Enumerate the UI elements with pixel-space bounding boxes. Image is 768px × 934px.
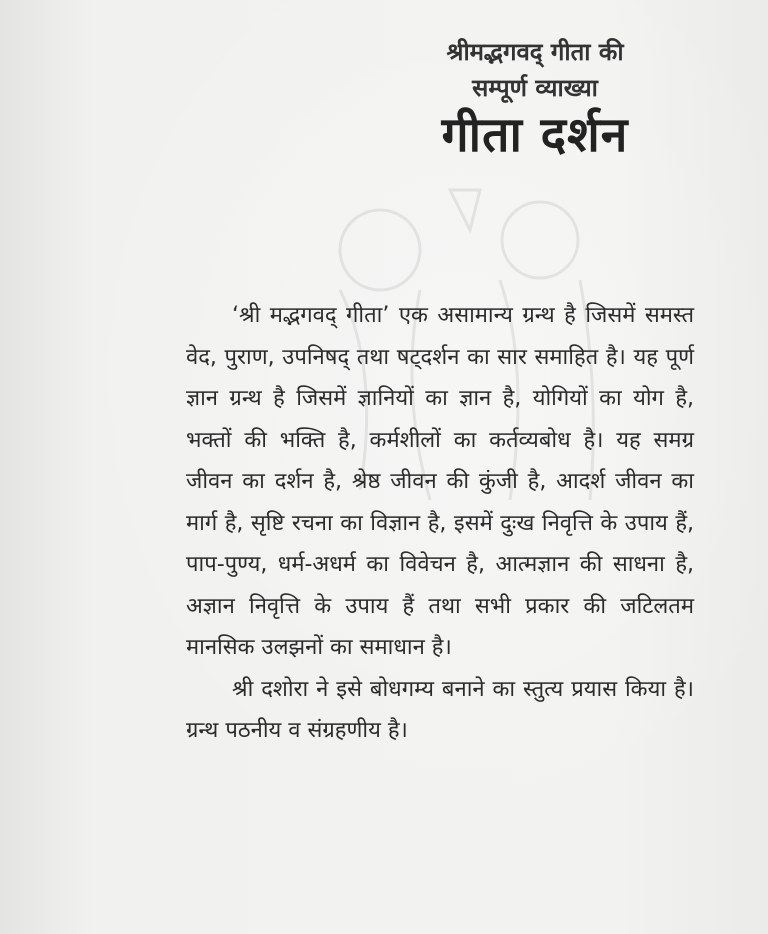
body-text [186, 295, 694, 752]
paragraph-1: ‘श्री मद्भगवद् गीता’ एक असामान्य ग्रन्थ है जिसमें समस्त वेद, पुराण, उपनिषद् तथा षट्दर्शन का सार समाहित है। यह पूर्ण ज्ञान ग्रन्थ है जिसमें ज्ञानियों का ज्ञान है, योगियों का योग है, भक्तों की भक्ति है, कर्मशीलों का कर्तव्यबोध है। यह समग्र जीवन का दर्शन है, श्रेष्ठ जीवन की कुंजी है, आदर्श जीवन का मार्ग है, सृष्टि रचना का विज्ञान है, इसमें दुःख निवृत्ति के उपाय हैं, पाप-पुण्य, धर्म-अधर्म का विवेचन है, आत्मज्ञान की साधना है, अज्ञान निवृत्ति के उपाय हैं तथा सभी प्रकार की जटिलतम मानसिक उलझनों का समाधान है। [186, 303, 694, 660]
header [370, 34, 700, 166]
subtitle-line-1: श्रीमद्भगवद् गीता की [446, 38, 624, 66]
subtitle-line-2: सम्पूर्ण व्याख्या [472, 74, 598, 102]
paragraph-2: श्री दशोरा ने इसे बोधगम्य बनाने का स्तुत्य प्रयास किया है। ग्रन्थ पठनीय व संग्रहणीय है। [186, 676, 694, 743]
page-title: गीता दर्शन [441, 107, 629, 163]
